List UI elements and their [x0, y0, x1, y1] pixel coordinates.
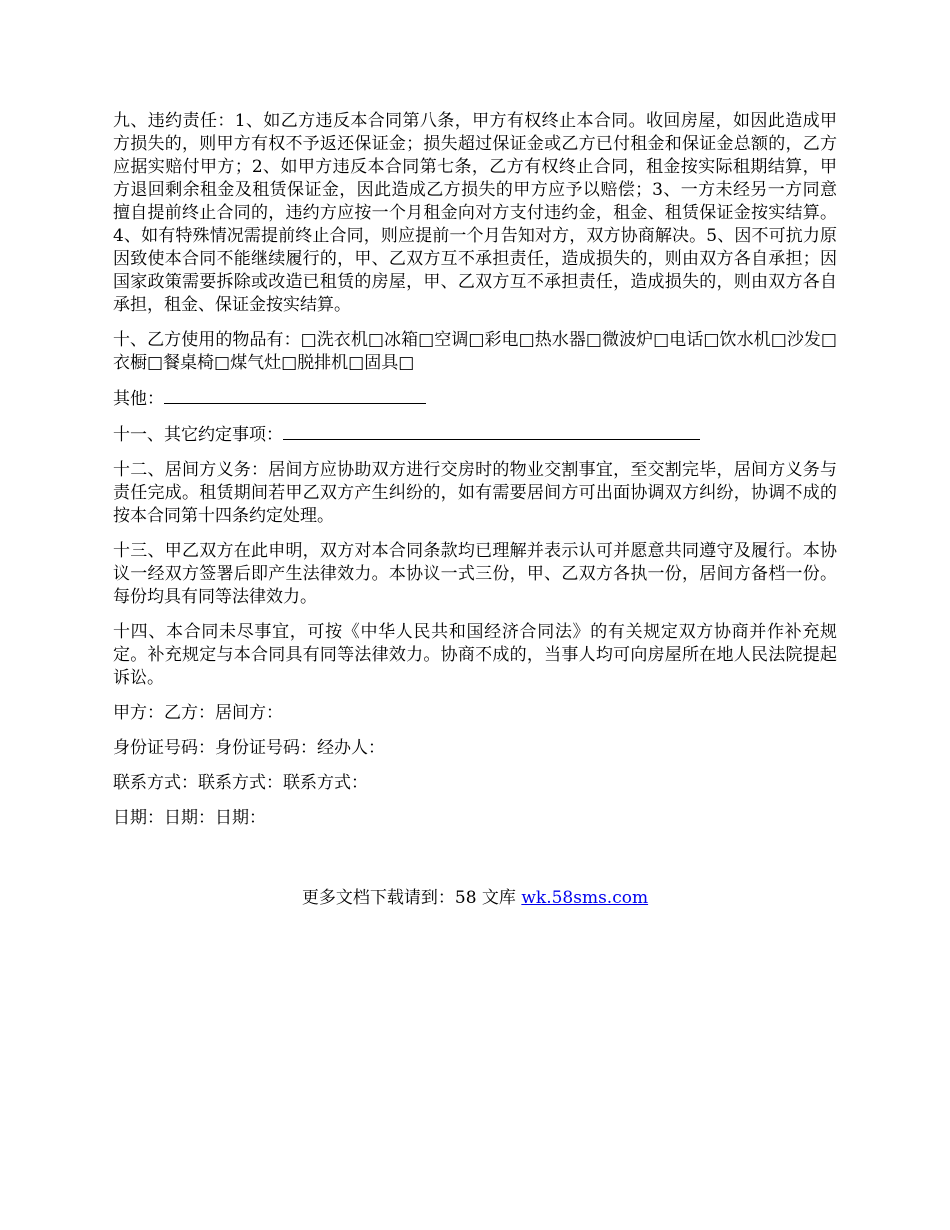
document-body — [113, 110, 837, 842]
footer-download-note — [0, 887, 950, 910]
footer-text: 更多文档下载请到：58 文库 — [301, 888, 522, 908]
clause-14-supplement: 十四、本合同未尽事宜，可按《中华人民共和国经济合同法》的有关规定双方协商并作补充规定。补充规定与本合同具有同等法律效力。协商不成的，当事人均可向房屋所在地人民法院提起诉讼。 — [113, 622, 837, 688]
other-line — [113, 387, 837, 411]
other-label: 其他： — [113, 389, 164, 409]
clause-13-declaration: 十三、甲乙双方在此申明，双方对本合同条款均已理解并表示认可并愿意共同遵守及履行。本协议一经双方签署后即产生法律效力。本协议一式三份，甲、乙双方各执一份，居间方备档一份。每份均具有同等法律效力。 — [113, 541, 837, 607]
clause-9-liability: 九、违约责任：1、如乙方违反本合同第八条，甲方有权终止本合同。收回房屋，如因此造成甲方损失的，则甲方有权不予返还保证金；损失超过保证金或乙方已付租金和保证金总额的，乙方应据实赔付甲方；2、如甲方违反本合同第七条，乙方有权终止合同，租金按实际租期结算，甲方退回剩余租金及租赁保证金，因此造成乙方损失的甲方应予以赔偿；3、一方未经另一方同意擅自提前终止合同的，违约方应按一个月租金向对方支付违约金，租金、租赁保证金按实结算。4、如有特殊情况需提前终止合同，则应提前一个月告知对方，双方协商解决。5、因不可抗力原因致使本合同不能继续履行的，甲、乙双方互不承担责任，造成损失的，则由双方各自承担；因国家政策需要拆除或改造已租赁的房屋，甲、乙双方互不承担责任，造成损失的，则由双方各自承担，租金、保证金按实结算。 — [113, 111, 837, 315]
signature-id-numbers: 身份证号码：身份证号码：经办人： — [113, 738, 385, 758]
signature-contacts: 联系方式：联系方式：联系方式： — [113, 773, 368, 793]
clause-11-line — [113, 423, 837, 447]
signature-dates: 日期：日期：日期： — [113, 808, 266, 828]
clause-12-agent-duty: 十二、居间方义务：居间方应协助双方进行交房时的物业交割事宜，至交割完毕，居间方义务与责任完成。租赁期间若甲乙双方产生纠纷的，如有需要居间方可出面协调双方纠纷，协调不成的按本合同第十四条约定处理。 — [113, 460, 837, 526]
clause-11-label: 十一、其它约定事项： — [113, 425, 283, 445]
other-blank-field[interactable] — [164, 387, 426, 404]
clause-10-items: 十、乙方使用的物品有：□洗衣机□冰箱□空调□彩电□热水器□微波炉□电话□饮水机□沙发□衣橱□餐桌椅□煤气灶□脱排机□固具□ — [113, 330, 837, 373]
signature-parties: 甲方：乙方：居间方： — [113, 703, 283, 723]
footer-link[interactable]: wk.58sms.com — [521, 888, 649, 908]
clause-11-blank-field[interactable] — [283, 423, 700, 440]
